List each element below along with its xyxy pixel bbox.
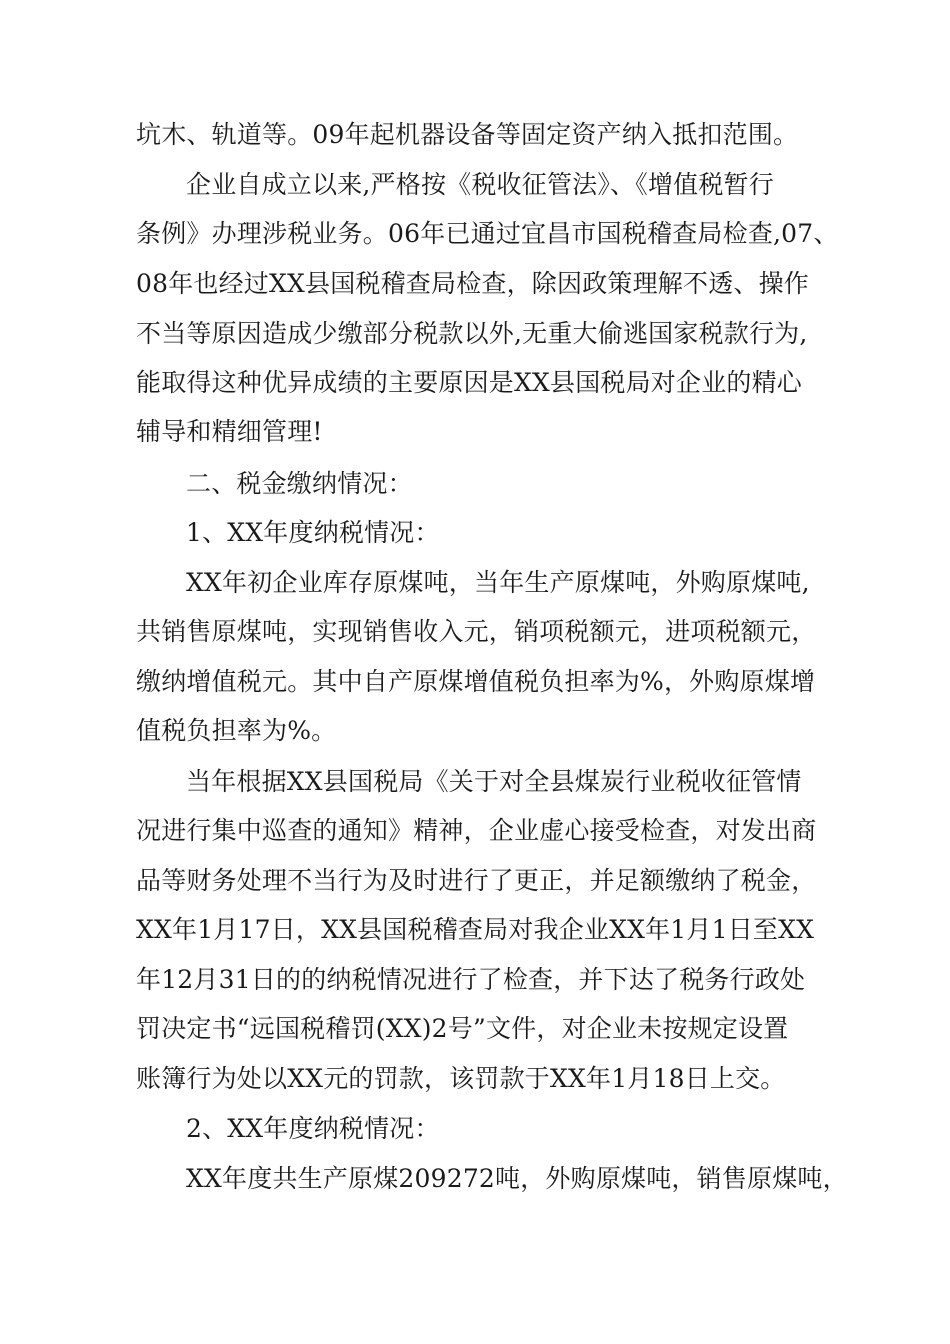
- text-line-3: 条例》办理涉税业务。06年已通过宜昌市国税稽查局检查,07、: [136, 219, 839, 248]
- paragraph-start-line-22: XX年度共生产原煤209272吨，外购原煤吨，销售原煤吨，: [186, 1164, 848, 1193]
- paragraph-start-line-14: 当年根据XX县国税局《关于对全县煤炭行业税收征管情: [186, 767, 802, 796]
- text-line-16: 品等财务处理不当行为及时进行了更正，并足额缴纳了税金，: [136, 866, 817, 895]
- subsection-heading-2: 2、XX年度纳税情况：: [186, 1114, 440, 1143]
- text-line-19: 罚决定书“远国税稽罚(XX)2号”文件，对企业未按规定设置: [136, 1014, 789, 1043]
- text-line-4: 08年也经过XX县国税稽查局检查，除因政策理解不透、操作: [136, 269, 810, 298]
- text-line-18: 年12月31日的的纳税情况进行了检查，并下达了税务行政处: [136, 965, 806, 994]
- text-line-15: 况进行集中巡查的通知》精神，企业虚心接受检查，对发出商: [136, 816, 817, 845]
- text-line-20: 账簿行为处以XX元的罚款，该罚款于XX年1月18日上交。: [136, 1064, 786, 1093]
- paragraph-start-line-2: 企业自成立以来,严格按《税收征管法》、《增值税暂行: [186, 170, 774, 199]
- subsection-heading-1: 1、XX年度纳税情况：: [186, 518, 440, 547]
- text-line-5: 不当等原因造成少缴部分税款以外,无重大偷逃国家税款行为,: [136, 319, 808, 348]
- section-heading: 二、税金缴纳情况：: [186, 469, 413, 498]
- text-line-17: XX年1月17日，XX县国税稽查局对我企业XX年1月1日至XX: [136, 915, 815, 944]
- text-line-13: 值税负担率为%。: [136, 716, 337, 745]
- text-line-6: 能取得这种优异成绩的主要原因是XX县国税局对企业的精心: [136, 368, 802, 397]
- text-line-7: 辅导和精细管理!: [136, 417, 323, 446]
- text-line-1: 坑木、轨道等。09年起机器设备等固定资产纳入抵扣范围。: [136, 120, 799, 149]
- paragraph-start-line-10: XX年初企业库存原煤吨，当年生产原煤吨，外购原煤吨,: [186, 568, 810, 597]
- text-line-11: 共销售原煤吨，实现销售收入元，销项税额元，进项税额元，: [136, 617, 817, 646]
- text-line-12: 缴纳增值税元。其中自产原煤增值税负担率为%，外购原煤增: [136, 667, 816, 696]
